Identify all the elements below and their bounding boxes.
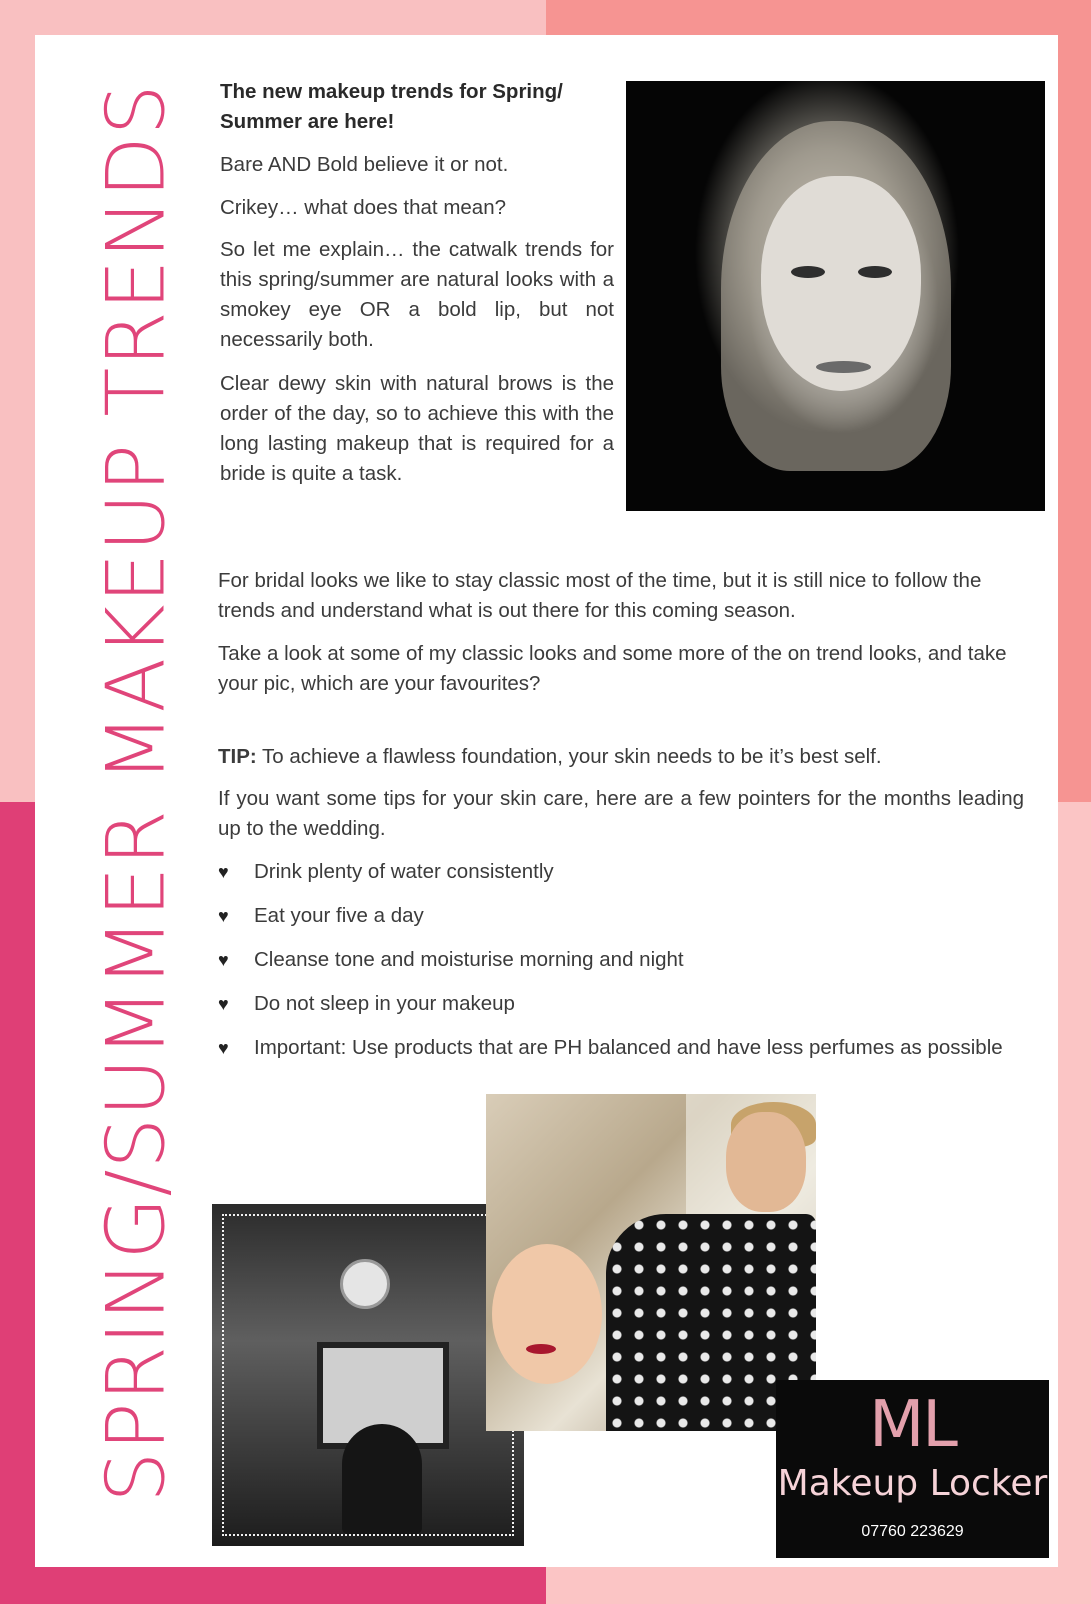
intro-paragraph: Crikey… what does that mean? bbox=[220, 196, 506, 219]
brand-logo bbox=[776, 1380, 1049, 1558]
tip-label: TIP: bbox=[218, 745, 257, 768]
portrait-photo bbox=[626, 81, 1045, 511]
list-item-text: Do not sleep in your makeup bbox=[254, 992, 515, 1015]
logo-phone-number: 07760 223629 bbox=[861, 1523, 964, 1540]
logo-brand-name: Makeup Locker bbox=[777, 1463, 1048, 1504]
intro-paragraph: Bare AND Bold believe it or not. bbox=[220, 153, 509, 176]
artist-at-work-photo bbox=[486, 1094, 816, 1431]
list-item bbox=[218, 857, 1024, 887]
portrait-eye bbox=[858, 266, 892, 278]
bride-lips bbox=[526, 1344, 556, 1354]
list-item bbox=[218, 945, 1024, 975]
intro-paragraph: Clear dewy skin with natural brows is the order of the day, so to achieve this with the long lasting makeup that is required for a bride is quite a task. bbox=[220, 372, 614, 485]
tips-list bbox=[218, 857, 1024, 1077]
list-item-text: Cleanse tone and moisturise morning and night bbox=[254, 948, 684, 971]
body-paragraph: Take a look at some of my classic looks and some more of the on trend looks, and take your pic, which are your favourites? bbox=[218, 642, 1007, 695]
chair-icon bbox=[342, 1424, 422, 1534]
tip-paragraph bbox=[218, 742, 1024, 772]
bride-face bbox=[492, 1244, 602, 1384]
list-item bbox=[218, 901, 1024, 931]
body-paragraph: For bridal looks we like to stay classic most of the time, but it is still nice to follow the trends and understand what is out there for this coming season. bbox=[218, 569, 982, 622]
portrait-lips bbox=[816, 361, 871, 373]
clock-icon bbox=[340, 1259, 390, 1309]
list-item-text: Important: Use products that are PH balanced and have less perfumes as possible bbox=[254, 1036, 1003, 1059]
list-item-text: Drink plenty of water consistently bbox=[254, 860, 554, 883]
studio-photo bbox=[212, 1204, 524, 1546]
intro-heading: The new makeup trends for Spring/ Summer are here! bbox=[220, 80, 563, 133]
page-title: SPRING/SUMMER MAKEUP TRENDS bbox=[89, 83, 183, 1503]
heart-icon: ♥ bbox=[218, 950, 229, 970]
heart-icon: ♥ bbox=[218, 862, 229, 882]
list-item-text: Eat your five a day bbox=[254, 904, 424, 927]
portrait-face bbox=[761, 176, 921, 391]
heart-icon: ♥ bbox=[218, 994, 229, 1014]
intro-paragraph: So let me explain… the catwalk trends for this spring/summer are natural looks with a smokey eye OR a bold lip, but not necessarily both. bbox=[220, 238, 614, 351]
list-item bbox=[218, 989, 1024, 1019]
body-paragraph: If you want some tips for your skin care, here are a few pointers for the months leading up to the wedding. bbox=[218, 787, 1024, 840]
heart-icon: ♥ bbox=[218, 1038, 229, 1058]
artist-head bbox=[726, 1112, 806, 1212]
logo-monogram: ML bbox=[869, 1388, 956, 1462]
list-item bbox=[218, 1033, 1024, 1063]
heart-icon: ♥ bbox=[218, 906, 229, 926]
tip-text: To achieve a flawless foundation, your skin needs to be it’s best self. bbox=[256, 745, 882, 768]
portrait-eye bbox=[791, 266, 825, 278]
